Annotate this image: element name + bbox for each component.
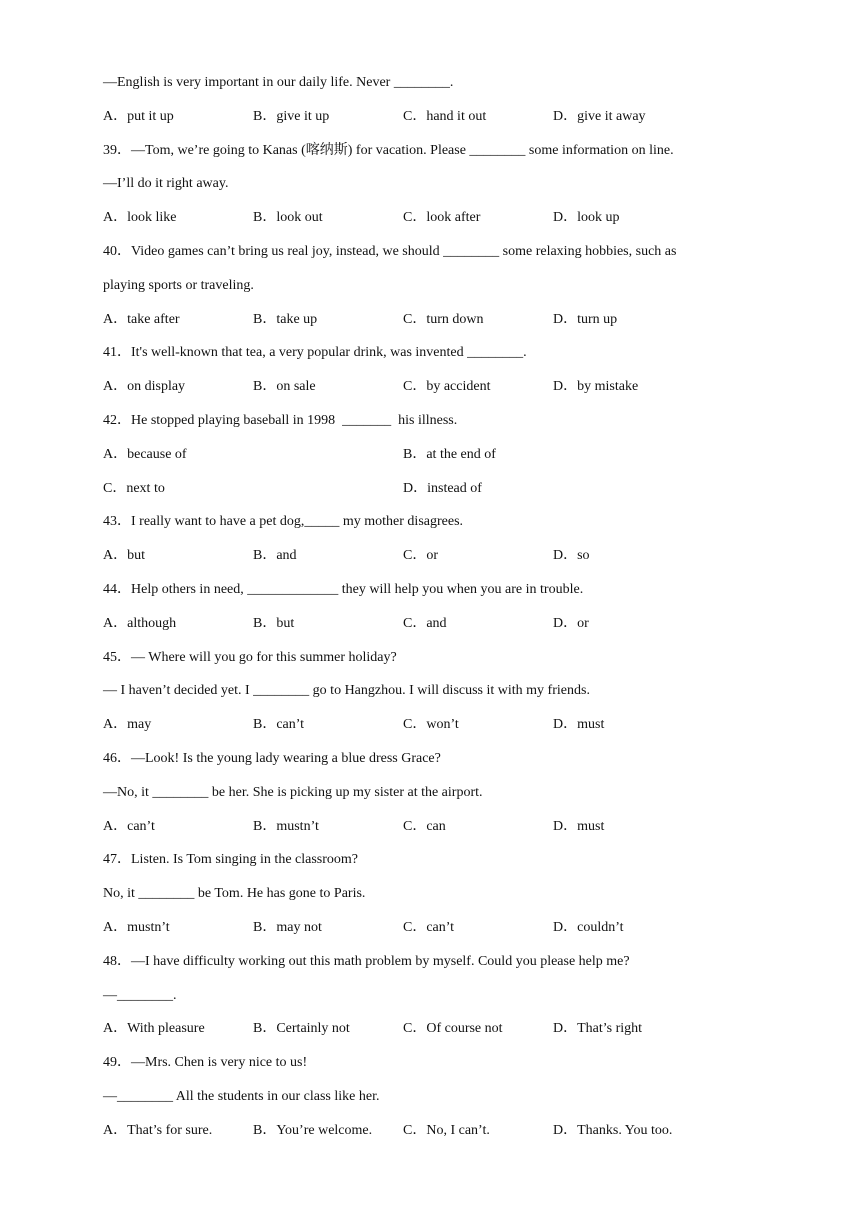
text-line: — I haven’t decided yet. I ________ go to Hangzhou. I will discuss it with my friends. [103, 683, 590, 698]
answer-option: A．That’s for sure. [103, 1123, 213, 1138]
text-line: 40．Video games can’t bring us real joy, instead, we should ________ some relaxing hobbies, such as [103, 244, 677, 259]
answer-option: B．but [253, 616, 295, 631]
answer-option: C．won’t [403, 717, 459, 732]
answer-option: D．instead of [403, 481, 482, 496]
answer-option: C．can [403, 819, 446, 834]
answer-option: C．next to [103, 481, 165, 496]
answer-option: D．by mistake [553, 379, 639, 394]
text-line: 44．Help others in need, _____________ they will help you when you are in trouble. [103, 582, 584, 597]
answer-option: A．With pleasure [103, 1021, 205, 1036]
answer-option: A．because of [103, 447, 187, 462]
answer-option: A．but [103, 548, 145, 563]
answer-option: D．couldn’t [553, 920, 624, 935]
answer-option: C．No, I can’t. [403, 1123, 490, 1138]
text-line: 42．He stopped playing baseball in 1998 _______ his illness. [103, 413, 458, 428]
answer-option: D．must [553, 819, 605, 834]
answer-option: A．put it up [103, 109, 174, 124]
answer-option: C．and [403, 616, 447, 631]
answer-option: B．mustn’t [253, 819, 319, 834]
text-line: 41．It's well-known that tea, a very popular drink, was invented ________. [103, 345, 527, 360]
answer-option: B．may not [253, 920, 322, 935]
answer-option: A．take after [103, 312, 180, 327]
text-line: —________ All the students in our class like her. [103, 1089, 380, 1104]
answer-option: C．or [403, 548, 438, 563]
answer-option: A．on display [103, 379, 186, 394]
text-line: 47．Listen. Is Tom singing in the classroom? [103, 852, 359, 867]
answer-option: C．Of course not [403, 1021, 503, 1036]
text-line: 46．—Look! Is the young lady wearing a blue dress Grace? [103, 751, 441, 766]
text-line: —________. [103, 988, 177, 1003]
text-line: 45．— Where will you go for this summer holiday? [103, 650, 397, 665]
answer-option: A．can’t [103, 819, 155, 834]
text-line: 49．—Mrs. Chen is very nice to us! [103, 1055, 308, 1070]
answer-option: C．hand it out [403, 109, 487, 124]
answer-option: D．That’s right [553, 1021, 643, 1036]
answer-option: C．look after [403, 210, 481, 225]
answer-option: D．give it away [553, 109, 646, 124]
text-line: 48．—I have difficulty working out this math problem by myself. Could you please help me? [103, 954, 630, 969]
answer-option: B．look out [253, 210, 323, 225]
answer-option: A．look like [103, 210, 177, 225]
answer-option: D．Thanks. You too. [553, 1123, 673, 1138]
answer-option: B．You’re welcome. [253, 1123, 373, 1138]
answer-option: B．and [253, 548, 297, 563]
answer-option: A．may [103, 717, 152, 732]
answer-option: C．by accident [403, 379, 491, 394]
answer-option: B．take up [253, 312, 318, 327]
answer-option: B．on sale [253, 379, 316, 394]
answer-option: D．look up [553, 210, 620, 225]
text-line: —No, it ________ be her. She is picking up my sister at the airport. [103, 785, 483, 800]
answer-option: D．turn up [553, 312, 618, 327]
text-line: No, it ________ be Tom. He has gone to Paris. [103, 886, 366, 901]
answer-option: D．so [553, 548, 590, 563]
answer-option: C．turn down [403, 312, 484, 327]
text-line: playing sports or traveling. [103, 278, 254, 293]
answer-option: D．must [553, 717, 605, 732]
answer-option: C．can’t [403, 920, 455, 935]
text-line: —English is very important in our daily life. Never ________. [103, 75, 454, 90]
text-line: —I’ll do it right away. [103, 176, 229, 191]
answer-option: B．Certainly not [253, 1021, 350, 1036]
answer-option: B．can’t [253, 717, 305, 732]
text-line: 43．I really want to have a pet dog,_____ my mother disagrees. [103, 514, 464, 529]
answer-option: B．give it up [253, 109, 330, 124]
answer-option: D．or [553, 616, 589, 631]
text-line: 39．—Tom, we’re going to Kanas (喀纳斯) for vacation. Please ________ some information on line. [103, 143, 674, 158]
answer-option: A．mustn’t [103, 920, 170, 935]
answer-option: B．at the end of [403, 447, 496, 462]
answer-option: A．although [103, 616, 177, 631]
